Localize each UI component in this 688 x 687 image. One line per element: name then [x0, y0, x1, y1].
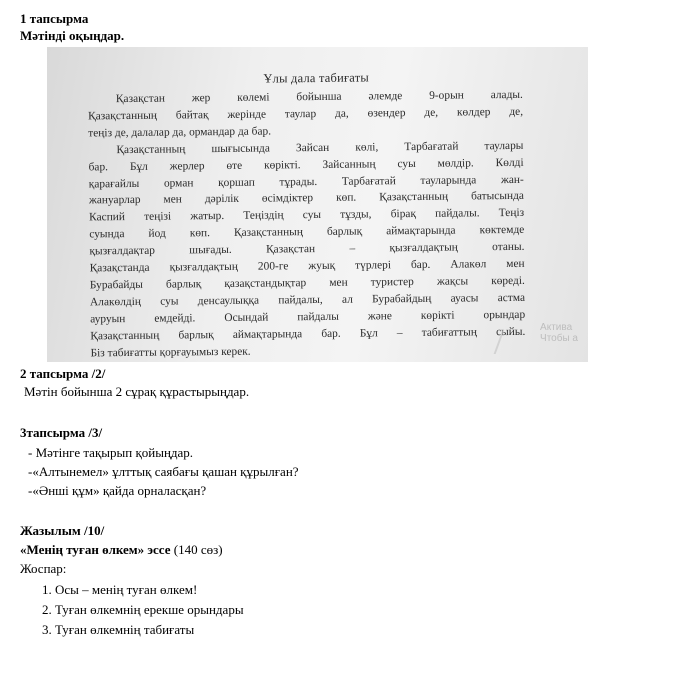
photo-text — [88, 87, 526, 362]
photo-line: жануарлар мен дәрілік өсімдіктер көп. Қазақстанның батысында — [88, 190, 524, 207]
plan-item: 3. Туған өлкемнің табиғаты — [42, 622, 195, 637]
photo-line: бар. Бұл жерлер өте көрікті. Зайсанның суы мөлдір. Көлді — [88, 156, 524, 174]
photo-line: қарағайлы орман қоршап тұрады. Тарбағатай тауларында жан- — [88, 173, 524, 190]
task3-heading: 3тапсырма /3/ — [20, 425, 103, 440]
photo-line: Қазақстан жер көлемі бойынша әлемде 9-орын алады. — [115, 88, 523, 106]
photo-line: Қазақстанда қызғалдақтың 200-ге жуық түрлері бар. Алакөл мен — [89, 257, 525, 275]
essay-word-count: (140 сөз) — [173, 542, 223, 557]
essay-title: «Менің туған өлкем» эссе — [20, 542, 171, 557]
photo-line: теңіз де, далалар да, ормандар да бар. — [88, 125, 272, 140]
plan-label: Жоспар: — [20, 561, 67, 576]
photo-line: ауруын емдейді. Осындай пайдалы және көрікті орындар — [90, 308, 526, 326]
photo-line: Біз табиғатты қорғауымыз керек. — [90, 345, 251, 359]
photo-line: Қазақстанның барлық аймақтарында бар. Бұл – табиғаттың сыйы. — [90, 325, 526, 343]
photo-line: Каспий теңізі жатыр. Теңіздің суы тұзды, бірақ пайдалы. Теңіз — [89, 207, 525, 224]
plan-item: 2. Туған өлкемнің ерекше орындары — [42, 602, 244, 617]
watermark-line: Актива — [540, 322, 573, 333]
task2-heading: 2 тапсырма /2/ — [20, 366, 106, 381]
task2-instruction: Мәтін бойынша 2 сұрақ құрастырыңдар. — [24, 384, 250, 399]
photo-line: Алакөлдің суы денсаулыққа пайдалы, ал Бурабайдың ауасы астма — [89, 291, 526, 309]
photo-line: суында йод көп. Қазақстанның барлық аймақтарында көктемде — [89, 224, 525, 241]
activation-watermark — [540, 322, 578, 344]
photo-title: Ұлы дала табиғаты — [263, 70, 370, 86]
writing-heading: Жазылым /10/ — [20, 523, 105, 538]
task1-heading: 1 тапсырма — [20, 11, 89, 26]
task3-item: - Мәтінге тақырып қойыңдар. — [28, 445, 194, 460]
photo-line: Қазақстанның байтақ жерінде таулар да, өзендер де, көлдер де, — [88, 105, 524, 123]
photo-line: Қазақстанның шығысында Зайсан көлі, Тарбағатай таулары — [116, 139, 524, 156]
photo-line: Бурабайды барлық қазақстандықтар мен туристер жақсы көреді. — [89, 274, 525, 292]
photo-line: қызғалдақтар шығады. Қазақстан – қызғалдақтың отаны. — [89, 240, 525, 258]
plan-item: 1. Осы – менің туған өлкем! — [42, 582, 198, 597]
text-photo — [47, 47, 588, 362]
essay-line — [20, 542, 223, 558]
task3-item: -«Алтынемел» ұлттық саябағы қашан құрылған? — [28, 464, 299, 479]
task3-item: -«Әнші құм» қайда орналасқан? — [28, 483, 207, 498]
task1-instruction: Мәтінді оқыңдар. — [20, 28, 125, 43]
watermark-line: Чтобы а — [540, 333, 578, 344]
